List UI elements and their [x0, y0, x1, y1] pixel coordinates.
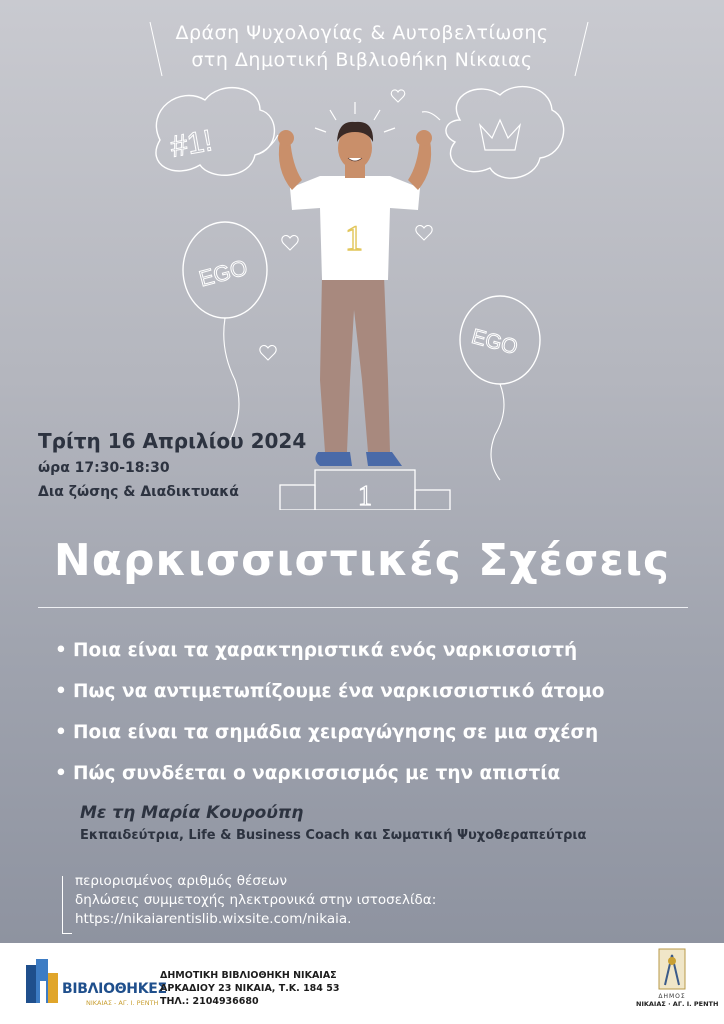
topic-text: Πώς συνδέεται ο ναρκισσισμός με την απιστία — [73, 763, 561, 784]
registration-bracket — [62, 876, 72, 934]
library-logo — [24, 951, 167, 1013]
heart-icon — [416, 226, 432, 240]
registration-link[interactable]: https://nikaiarentislib.wixsite.com/nikaia. — [75, 911, 352, 927]
crown-icon — [480, 120, 520, 150]
balloon-left-text: EGO — [196, 254, 251, 292]
topic-text: Πως να αντιμετωπίζουμε ένα ναρκισσιστικό άτομο — [73, 681, 605, 702]
library-logo-text: ΒΙΒΛΙΟΘΗΚΕΣ — [62, 981, 167, 997]
heart-icon — [260, 346, 276, 360]
list-item — [55, 630, 604, 671]
municipality-label: ΔΗΜΟΣ — [658, 993, 686, 1000]
event-mode: Δια ζώσης & Διαδικτυακά — [38, 484, 239, 500]
balloon-right-text: EGO — [469, 325, 521, 360]
municipality-emblem-icon — [655, 947, 689, 991]
topic-text: Ποια είναι τα χαρακτηριστικά ενός ναρκισσιστή — [73, 640, 578, 661]
podium-number: 1 — [358, 481, 372, 510]
event-time: ώρα 17:30-18:30 — [38, 460, 170, 476]
library-address — [160, 969, 339, 1008]
series-title-line2: στη Δημοτική Βιβλιοθήκη Νίκαιας — [191, 49, 533, 71]
heart-icon — [391, 90, 405, 102]
bullet-icon: • — [55, 722, 67, 743]
speaker-role: Εκπαιδεύτρια, Life & Business Coach και Σωματική Ψυχοθεραπεύτρια — [80, 828, 587, 843]
registration-instructions: δηλώσεις συμμετοχής ηλεκτρονικά στην ιστοσελίδα: — [75, 892, 437, 908]
library-logo-subtitle: ΝΙΚΑΙΑΣ - ΑΓ. Ι. ΡΕΝΤΗ — [86, 999, 159, 1007]
list-item — [55, 712, 604, 753]
shirt-number: 1 — [345, 218, 363, 258]
bullet-icon: • — [55, 640, 67, 661]
address-name: ΔΗΜΟΤΙΚΗ ΒΙΒΛΙΟΘΗΚΗ ΝΙΚΑΙΑΣ — [160, 970, 337, 981]
series-title-line1: Δράση Ψυχολογίας & Αυτοβελτίωσης — [175, 22, 549, 44]
registration-note: περιορισμένος αριθμός θέσεων — [75, 873, 288, 889]
topic-text: Ποια είναι τα σημάδια χειραγώγησης σε μια σχέση — [73, 722, 599, 743]
bubble-left-text: #1! — [168, 124, 215, 164]
footer — [0, 943, 724, 1024]
page-title: Ναρκισσιστικές Σχέσεις — [53, 535, 671, 586]
speaker-info — [80, 800, 586, 846]
event-details — [38, 426, 306, 504]
person-figure — [278, 122, 432, 466]
speaker-name: Με τη Μαρία Κουρούπη — [80, 803, 304, 823]
topic-list — [55, 630, 604, 794]
list-item — [55, 671, 604, 712]
address-street: ΑΡΚΑΔΙΟΥ 23 ΝΙΚΑΙΑ, Τ.Κ. 184 53 — [160, 983, 340, 994]
bullet-icon: • — [55, 763, 67, 784]
bullet-icon: • — [55, 681, 67, 702]
address-phone: ΤΗΛ.: 2104936680 — [160, 996, 259, 1007]
library-building-icon — [24, 955, 64, 1005]
registration-info — [75, 872, 436, 929]
heart-icon — [282, 236, 298, 250]
municipality-name: ΝΙΚΑΙΑΣ · ΑΓ. Ι. ΡΕΝΤΗ — [636, 1000, 719, 1008]
municipality-logo — [636, 947, 719, 1017]
title-divider — [38, 607, 688, 608]
event-series-title — [0, 20, 724, 74]
thought-bubble-right — [446, 87, 564, 179]
list-item — [55, 753, 604, 794]
event-date: Τρίτη 16 Απριλίου 2024 — [38, 429, 307, 453]
